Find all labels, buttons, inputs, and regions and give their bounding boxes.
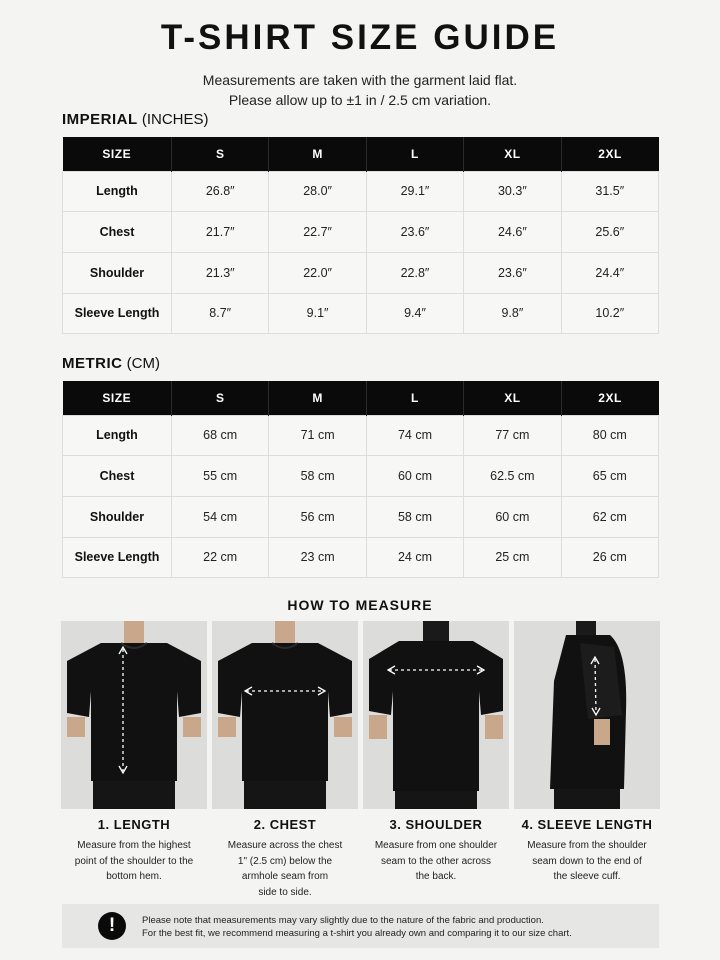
table-cell: 24 cm <box>366 537 463 578</box>
header-2xl: 2XL <box>561 137 658 171</box>
step-desc-line: side to side. <box>258 886 312 898</box>
page-subtitle <box>0 70 720 110</box>
table-cell: 74 cm <box>366 415 463 456</box>
step-desc-line: Measure across the chest <box>227 840 343 851</box>
step-desc-line: armhole seam from <box>241 871 329 882</box>
chest-photo <box>212 621 358 809</box>
step-description <box>507 838 667 885</box>
table-row <box>63 415 659 456</box>
imperial-heading-label: IMPERIAL <box>62 111 138 128</box>
table-cell: 71 cm <box>269 415 366 456</box>
table-cell: 9.1″ <box>269 293 366 334</box>
metric-size-table <box>62 381 659 578</box>
step-desc-line: the back. <box>415 871 457 882</box>
metric-heading-unit: (CM) <box>126 355 160 372</box>
table-cell: 24.4″ <box>561 252 658 293</box>
table-cell: 30.3″ <box>464 171 561 212</box>
table-cell: 80 cm <box>561 415 658 456</box>
tshirt-back-shoulder-illustration <box>363 621 509 809</box>
table-row <box>63 212 659 253</box>
table-cell: 22.7″ <box>269 212 366 253</box>
row-label: Shoulder <box>63 252 172 293</box>
step-title: 2. CHEST <box>253 817 317 832</box>
sleeve-photo <box>514 621 660 809</box>
table-row <box>63 252 659 293</box>
header-s: S <box>172 137 269 171</box>
table-cell: 25 cm <box>464 537 561 578</box>
table-cell: 62 cm <box>561 496 658 537</box>
table-cell: 60 cm <box>464 496 561 537</box>
step-desc-line: point of the shoulder to the <box>74 855 194 867</box>
row-label: Length <box>63 171 172 212</box>
fit-note <box>62 904 659 948</box>
header-2xl: 2XL <box>561 381 658 415</box>
table-cell: 21.3″ <box>172 252 269 293</box>
table-cell: 58 cm <box>269 456 366 497</box>
step-description <box>356 838 516 885</box>
table-cell: 22 cm <box>172 537 269 578</box>
table-cell: 54 cm <box>172 496 269 537</box>
table-row <box>63 293 659 334</box>
table-cell: 77 cm <box>464 415 561 456</box>
header-size: SIZE <box>63 381 172 415</box>
tshirt-side-sleeve-illustration <box>514 621 660 809</box>
imperial-heading <box>62 111 209 128</box>
table-cell: 24.6″ <box>464 212 561 253</box>
table-cell: 60 cm <box>366 456 463 497</box>
note-line-1: Please note that measurements may vary slightly due to the nature of the fabric and production. <box>142 915 544 926</box>
row-label: Chest <box>63 212 172 253</box>
header-l: L <box>366 137 463 171</box>
step-desc-line: seam to the other across <box>380 855 492 867</box>
step-sleeve-length <box>507 817 667 885</box>
table-cell: 8.7″ <box>172 293 269 334</box>
header-xl: XL <box>464 137 561 171</box>
length-photo <box>61 621 207 809</box>
table-cell: 55 cm <box>172 456 269 497</box>
step-title: 4. SLEEVE LENGTH <box>521 817 653 832</box>
tshirt-front-length-illustration <box>61 621 207 809</box>
table-cell: 28.0″ <box>269 171 366 212</box>
step-desc-line: Measure from one shoulder <box>374 840 498 851</box>
shoulder-photo <box>363 621 509 809</box>
header-m: M <box>269 381 366 415</box>
metric-heading <box>62 355 160 372</box>
table-row <box>63 496 659 537</box>
imperial-heading-unit: (INCHES) <box>141 111 209 128</box>
row-label: Length <box>63 415 172 456</box>
step-desc-line: bottom hem. <box>106 871 162 882</box>
how-to-measure-heading: HOW TO MEASURE <box>287 597 433 613</box>
step-title: 3. SHOULDER <box>389 817 483 832</box>
step-desc-line: Measure from the shoulder <box>527 840 647 851</box>
row-label: Shoulder <box>63 496 172 537</box>
table-cell: 68 cm <box>172 415 269 456</box>
step-desc-line: seam down to the end of <box>532 855 642 867</box>
row-label: Sleeve Length <box>63 293 172 334</box>
step-chest <box>205 817 365 900</box>
table-cell: 58 cm <box>366 496 463 537</box>
table-cell: 10.2″ <box>561 293 658 334</box>
step-description <box>54 838 214 885</box>
table-cell: 21.7″ <box>172 212 269 253</box>
table-cell: 65 cm <box>561 456 658 497</box>
table-cell: 26.8″ <box>172 171 269 212</box>
step-shoulder <box>356 817 516 885</box>
header-size: SIZE <box>63 137 172 171</box>
step-description <box>205 838 365 900</box>
table-cell: 62.5 cm <box>464 456 561 497</box>
note-line-2: For the best fit, we recommend measuring a t-shirt you already own and comparing it to our size chart. <box>142 928 572 939</box>
step-desc-line: Measure from the highest <box>77 840 191 851</box>
table-cell: 29.1″ <box>366 171 463 212</box>
header-s: S <box>172 381 269 415</box>
tshirt-front-chest-illustration <box>212 621 358 809</box>
note-text <box>142 914 572 940</box>
table-cell: 9.8″ <box>464 293 561 334</box>
table-cell: 25.6″ <box>561 212 658 253</box>
step-desc-line: 1" (2.5 cm) below the <box>237 855 333 867</box>
subtitle-line-1: Measurements are taken with the garment laid flat. <box>202 72 518 88</box>
table-cell: 22.0″ <box>269 252 366 293</box>
row-label: Sleeve Length <box>63 537 172 578</box>
metric-heading-label: METRIC <box>62 355 123 372</box>
table-header-row <box>63 137 659 171</box>
imperial-size-table <box>62 137 659 334</box>
table-row <box>63 171 659 212</box>
table-cell: 26 cm <box>561 537 658 578</box>
page-title: T-SHIRT SIZE GUIDE <box>160 18 560 57</box>
table-cell: 9.4″ <box>366 293 463 334</box>
step-length <box>54 817 214 885</box>
step-title: 1. LENGTH <box>97 817 171 832</box>
table-cell: 56 cm <box>269 496 366 537</box>
exclamation-icon: ! <box>98 912 126 940</box>
step-desc-line: the sleeve cuff. <box>553 871 621 882</box>
table-header-row <box>63 381 659 415</box>
header-m: M <box>269 137 366 171</box>
table-row <box>63 456 659 497</box>
table-row <box>63 537 659 578</box>
table-cell: 23.6″ <box>464 252 561 293</box>
table-cell: 23.6″ <box>366 212 463 253</box>
header-xl: XL <box>464 381 561 415</box>
header-l: L <box>366 381 463 415</box>
table-cell: 22.8″ <box>366 252 463 293</box>
table-cell: 23 cm <box>269 537 366 578</box>
table-cell: 31.5″ <box>561 171 658 212</box>
subtitle-line-2: Please allow up to ±1 in / 2.5 cm variation. <box>228 92 492 108</box>
row-label: Chest <box>63 456 172 497</box>
